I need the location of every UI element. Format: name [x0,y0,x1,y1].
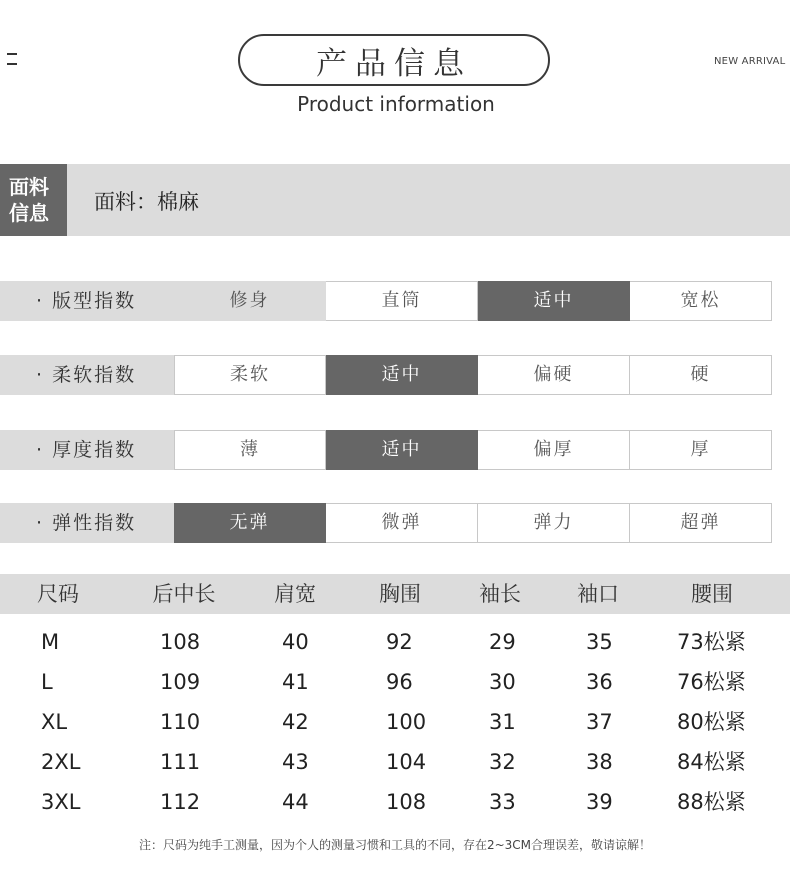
page-subtitle: Product information [297,92,495,116]
index-option-selected: 适中 [326,430,478,470]
index-option: 修身 [174,281,326,321]
chest-cell: 92 [386,630,413,654]
shoulder-cell: 44 [282,790,309,814]
size-cell: 2XL [41,750,81,774]
size-header-cell: 胸围 [379,582,421,606]
index-option: 微弹 [326,503,478,543]
length-cell: 108 [160,630,201,654]
index-option: 超弹 [630,503,772,543]
size-cell: M [41,630,60,654]
length-cell: 109 [160,670,201,694]
cuff-cell: 36 [586,670,613,694]
table-row [0,742,790,782]
size-header-cell: 袖长 [479,582,521,606]
index-label: · 厚度指数 [0,430,174,470]
sleeve-cell: 31 [489,710,516,734]
length-cell: 110 [160,710,201,734]
index-label: · 柔软指数 [0,355,174,395]
size-header-cell: 尺码 [37,582,79,606]
table-row [0,622,790,662]
fabric-tag-line2: 信息 [9,201,49,225]
size-cell: 3XL [41,790,81,814]
sleeve-cell: 29 [489,630,516,654]
waist-cell: 88松紧 [677,790,746,814]
chest-cell: 96 [386,670,413,694]
chest-cell: 108 [386,790,427,814]
shoulder-cell: 40 [282,630,309,654]
shoulder-cell: 42 [282,710,309,734]
measurement-note: 注：尺码为纯手工测量，因为个人的测量习惯和工具的不同，存在2~3CM合理误差，敬请谅解！ [138,838,652,852]
shoulder-cell: 41 [282,670,309,694]
index-option: 弹力 [478,503,630,543]
size-table-header [0,574,790,614]
index-option: 薄 [174,430,326,470]
cuff-cell: 35 [586,630,613,654]
index-option: 偏硬 [478,355,630,395]
menu-icon [7,50,17,68]
index-option: 柔软 [174,355,326,395]
index-option: 硬 [630,355,772,395]
chest-cell: 100 [386,710,427,734]
waist-cell: 80松紧 [677,710,746,734]
length-cell: 111 [160,750,201,774]
index-row-thickness [0,430,772,470]
index-option-selected: 适中 [478,281,630,321]
table-row [0,662,790,702]
fabric-tag [0,164,67,236]
index-option-selected: 无弹 [174,503,326,543]
index-label: · 弹性指数 [0,503,174,543]
index-label: · 版型指数 [0,281,174,321]
size-header-cell: 腰围 [691,582,733,606]
sleeve-cell: 32 [489,750,516,774]
size-cell: XL [41,710,68,734]
waist-cell: 76松紧 [677,670,746,694]
length-cell: 112 [160,790,201,814]
sleeve-cell: 30 [489,670,516,694]
waist-cell: 73松紧 [677,630,746,654]
new-arrival-badge: NEW ARRIVAL [714,56,786,67]
index-row-softness [0,355,772,395]
size-cell: L [41,670,53,694]
cuff-cell: 39 [586,790,613,814]
waist-cell: 84松紧 [677,750,746,774]
size-header-cell: 袖口 [577,582,619,606]
index-option: 偏厚 [478,430,630,470]
index-option: 厚 [630,430,772,470]
size-header-cell: 肩宽 [274,582,316,606]
fabric-text: 面料：棉麻 [94,190,199,214]
chest-cell: 104 [386,750,427,774]
table-row [0,702,790,742]
index-option-selected: 适中 [326,355,478,395]
page-title: 产品信息 [238,34,550,86]
size-header-cell: 后中长 [152,582,216,606]
fabric-tag-line1: 面料 [9,175,49,199]
index-option: 直筒 [326,281,478,321]
sleeve-cell: 33 [489,790,516,814]
index-row-fit [0,281,772,321]
cuff-cell: 38 [586,750,613,774]
shoulder-cell: 43 [282,750,309,774]
cuff-cell: 37 [586,710,613,734]
index-option: 宽松 [630,281,772,321]
table-row [0,782,790,822]
index-row-elasticity [0,503,772,543]
